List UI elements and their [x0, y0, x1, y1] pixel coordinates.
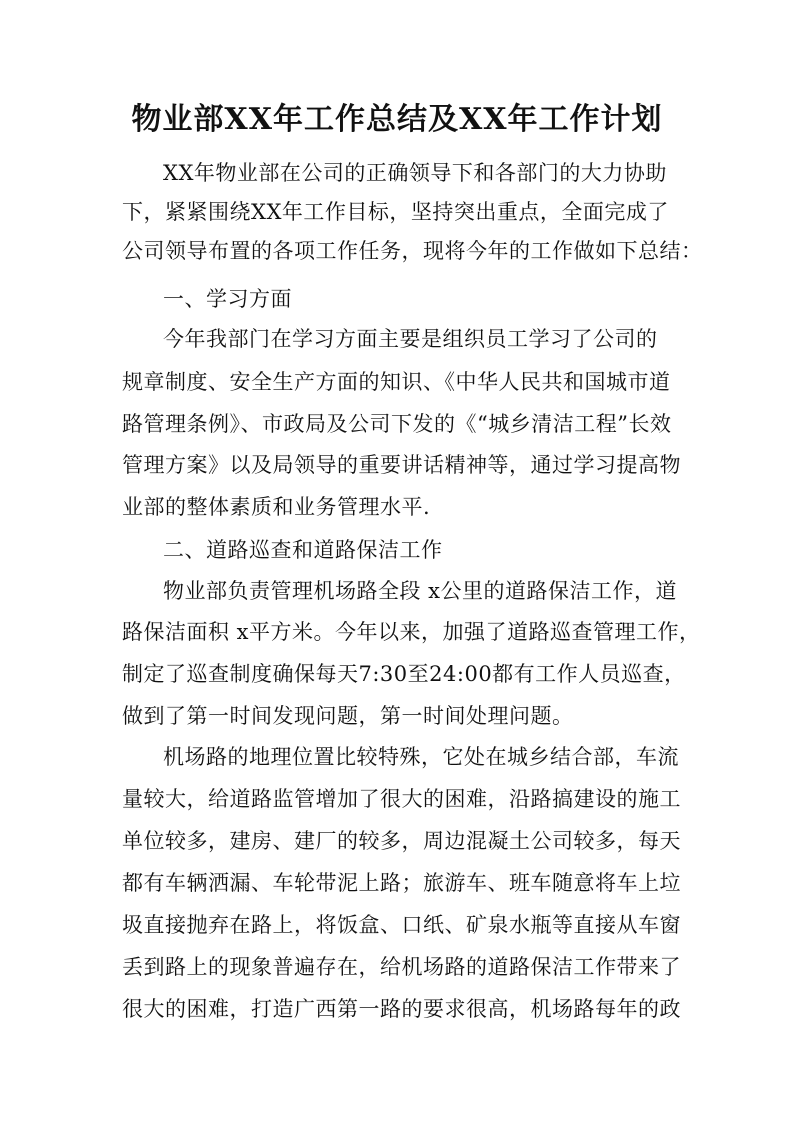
paragraph-line: 圾直接抛弃在路上，将饭盒、口纸、矿泉水瓶等直接从车窗 [122, 913, 681, 937]
paragraph-line: 业部的整体素质和业务管理水平. [122, 495, 431, 519]
paragraph-line: 单位较多，建房、建厂的较多，周边混凝土公司较多，每天 [122, 829, 681, 853]
paragraph-line: 很大的困难，打造广西第一路的要求很高，机场路每年的政 [122, 997, 681, 1021]
paragraph-line: 机场路的地理位置比较特殊，它处在城乡结合部，车流 [163, 745, 679, 769]
paragraph-line: 路管理条例》、市政局及公司下发的《“城乡清洁工程”长效 [122, 412, 672, 436]
paragraph-line: XX年物业部在公司的正确领导下和各部门的大力协助 [163, 161, 667, 185]
section-heading: 一、学习方面 [163, 287, 292, 311]
paragraph-line: 制定了巡查制度确保每天7:30至24:00都有工作人员巡查， [122, 662, 686, 686]
paragraph-line: 管理方案》以及局领导的重要讲话精神等，通过学习提高物 [122, 453, 681, 477]
paragraph-line: 规章制度、安全生产方面的知识、《中华人民共和国城市道 [122, 370, 671, 394]
paragraph-line: 都有车辆洒漏、车轮带泥上路；旅游车、班车随意将车上垃 [122, 871, 681, 895]
paragraph-line: 今年我部门在学习方面主要是组织员工学习了公司的 [163, 327, 658, 351]
document-title: 物业部XX年工作总结及XX年工作计划 [131, 102, 663, 137]
paragraph-line: 物业部负责管理机场路全段 x公里的道路保洁工作，道 [163, 579, 678, 603]
paragraph-line: 路保洁面积 x平方米。今年以来，加强了道路巡查管理工作， [122, 620, 701, 644]
section-heading: 二、道路巡查和道路保洁工作 [163, 538, 443, 562]
paragraph-line: 做到了第一时间发现问题，第一时间处理问题。 [122, 704, 574, 728]
paragraph-line: 下，紧紧围绕XX年工作目标，坚持突出重点，全面完成了 [122, 200, 669, 224]
paragraph-line: 公司领导布置的各项工作任务，现将今年的工作做如下总结： [122, 239, 703, 263]
paragraph-line: 量较大，给道路监管增加了很大的困难，沿路搞建设的施工 [122, 787, 681, 811]
paragraph-line: 丢到路上的现象普遍存在，给机场路的道路保洁工作带来了 [122, 955, 681, 979]
